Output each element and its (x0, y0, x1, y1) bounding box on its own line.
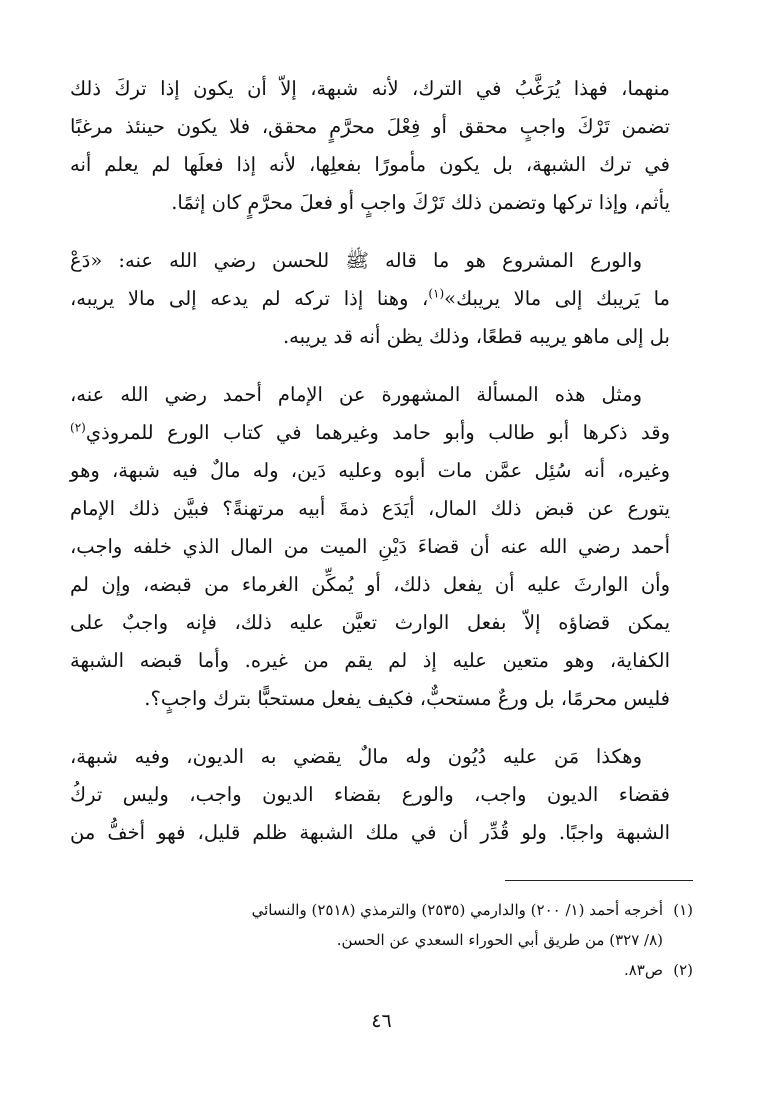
text-line: يأثم، وإذا تركها وتضمن ذلك تَرْكَ واجبٍ أو فعلَ محرَّمٍ كان إثمًا. (171, 191, 670, 214)
text-line: فليس محرمًا، بل ورعٌ مستحبٌّ، فكيف يفعل مستحبًّا بترك واجبٍ؟. (144, 687, 670, 710)
paragraph-2 (70, 242, 670, 356)
text-line: الكفاية، وهو متعين عليه إذ لم يقم من غيره. وأما قبضه الشبهة (70, 649, 670, 672)
footnote-number: (١) (673, 901, 693, 919)
footnote-divider (505, 880, 693, 881)
text-line: الشبهة واجبًا. ولو قُدِّر أن في ملك الشبهة ظلم قليل، فهو أخفُّ من (70, 821, 670, 844)
text-line-part: ، وهنا إذا تركه لم يدعه إلى مالا يريبه، (70, 287, 429, 310)
text-line (70, 414, 670, 452)
text-line (70, 280, 670, 318)
footnote-1-continuation: (٨/ ٣٢٧) من طريق أبي الحوراء السعدي عن الحسن. (336, 931, 663, 949)
text-line: والورع المشروع هو ما قاله ﷺ للحسن رضي الله عنه: «دَعْ (70, 249, 642, 272)
text-line: أحمد رضي الله عنه أن قضاءَ دَيْنِ الميت من المال الذي خلفه واجب، (70, 535, 670, 558)
text-line: تضمن تَرْكَ واجبٍ محقق أو فِعْلَ محرَّمٍ محقق، فلا يكون حينئذ مرغبًا (70, 115, 670, 138)
text-line: في ترك الشبهة، بل يكون مأمورًا بفعلِها، لأنه إذا فعلَها لم يعلم أنه (70, 153, 670, 176)
text-line: منهما، فهذا يُرَغَّبُ في الترك، لأنه شبهة، إلاّ أن يكون إذا تركَ ذلك (70, 77, 670, 100)
footnote-ref-2: (٢) (70, 420, 86, 435)
footnote-text: ص٨٣. (623, 961, 663, 979)
footnote-2 (85, 955, 693, 985)
footnote-ref-1: (١) (428, 286, 445, 301)
page-number: ٤٦ (371, 1010, 392, 1032)
text-line: وغيره، أنه سُئِل عمَّن مات أبوه وعليه دَين، وله مالٌ فيه شبهة، وهو (70, 459, 670, 482)
text-line: وهكذا مَن عليه دُيُون وله مالٌ يقضي به الديون، وفيه شبهة، (70, 745, 642, 768)
paragraph-1 (70, 70, 670, 222)
text-line: ومثل هذه المسألة المشهورة عن الإمام أحمد رضي الله عنه، (70, 383, 642, 406)
footnote-1 (85, 895, 693, 925)
text-line-part: وقد ذكرها أبو طالب وأبو حامد وغيرهما في كتاب الورع للمروذي (85, 421, 670, 444)
text-line: فقضاء الديون واجب، والورع بقضاء الديون واجب، وليس تركُ (70, 783, 670, 806)
footnote-text: أخرجه أحمد (١/ ٢٠٠) والدارمي (٢٥٣٥) والترمذي (٢٥١٨) والنسائي (251, 901, 663, 919)
text-line: بل إلى ماهو يريبه قطعًا، وذلك يظن أنه قد يريبه. (282, 325, 670, 348)
text-line-part: ما يَريبك إلى مالا يريبك» (444, 287, 670, 310)
paragraph-4 (70, 738, 670, 852)
footnotes (85, 895, 693, 985)
footnote-number: (٢) (673, 961, 693, 979)
text-line: يتورع عن قبض ذلك المال، أيَدَع ذمةَ أبيه مرتهنةً؟ فبيَّن ذلك الإمام (70, 497, 670, 520)
text-line: وأن الوارثَ عليه أن يفعل ذلك، أو يُمكِّن الغرماء من قبضه، وإن لم (70, 573, 670, 596)
paragraph-3 (70, 376, 670, 718)
text-line: يمكن قضاؤه إلاّ بفعل الوارث تعيَّن عليه ذلك، فإنه واجبٌ على (70, 611, 670, 634)
